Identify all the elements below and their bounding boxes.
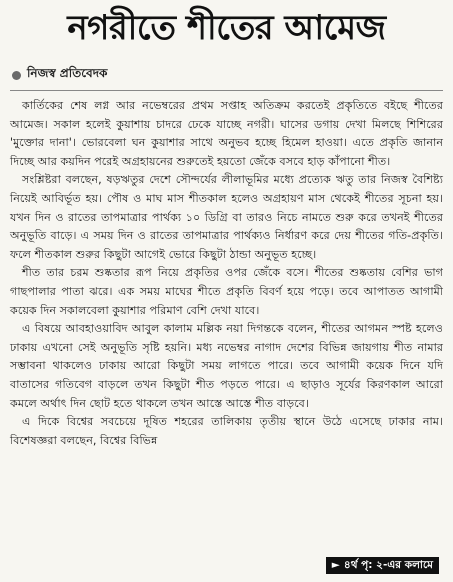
byline: নিজস্ব প্রতিবেদক bbox=[27, 66, 108, 80]
headline: নগরীতে শীতের আমেজ bbox=[67, 8, 386, 48]
paragraph-4: এ বিষয়ে আবহাওয়াবিদ আবুল কালাম মল্লিক নয়া দিগন্তকে বলেন, শীতের আগমন স্পষ্ট হলেও ঢাকায় এখনো সেই অনুভূতি সৃষ্টি হয়নি। মধ্য নভেম্বর নাগাদ দেশের বিভিন্ন জায়গায় শীত নামার সম্ভাবনা থাকলেও ঢাকায় আরো কিছুটা সময় লাগতে পারে। তবে আগামী কয়েক দিনে যদি বাতাসের গতিবেগ বাড়লে তখন কিছুটা শীত পড়তে পারে। এ ছাড়াও সূর্যের কিরণকাল আরো কমলে অর্থাৎ দিন ছোট হতে থাকলে তখন আস্তে আস্তে শীত বাড়বে। bbox=[10, 322, 443, 410]
article-body bbox=[10, 97, 443, 450]
continuation-box bbox=[326, 557, 439, 574]
bullet-icon bbox=[12, 71, 21, 80]
paragraph-5: এ দিকে বিশ্বের সবচেয়ে দূষিত শহরের তালিকায় তৃতীয় স্থানে উঠে এসেছে ঢাকার নাম। বিশেষজ্ঞরা বলছেন, বিশ্বের বিভিন্ন bbox=[10, 415, 443, 447]
paragraph-3: শীত তার চরম শুষ্কতার রূপ নিয়ে প্রকৃতির ওপর জেঁকে বসে। শীতের শুষ্কতায় বেশির ভাগ গাছপালার পাতা ঝরে। এক সময় মাঘের শীতে প্রকৃতি বিবর্ণ হয়ে পড়ে। তবে আপাতত আগামী কয়েক দিন সকালবেলা কুয়াশার পরিমাণ বেশি দেখা যাবে। bbox=[10, 266, 443, 317]
byline-row bbox=[12, 66, 443, 84]
byline-rule bbox=[10, 90, 443, 91]
paragraph-2: সংশ্লিষ্টরা বলছেন, ষড়ঋতুর দেশে সৌন্দর্যের লীলাভূমির মধ্যে প্রত্যেক ঋতু তার নিজস্ব বৈশিষ্ট্য নিয়েই আবির্ভূত হয়। পৌষ ও মাঘ মাস শীতকাল হলেও অগ্রহায়ণ মাস থেকেই শীতের সূচনা হয়। যখন দিন ও রাতের তাপমাত্রার পার্থক্য ১০ ডিগ্রি বা তারও নিচে নামতে শুরু করে তখনই শীতের অনুভূতি বাড়ে। এ সময় দিন ও রাতের তাপমাত্রার পার্থক্যও নির্ধারণ করে দেয় শীতের গতি-প্রকৃতি। ফলে শীতকাল শুরুর কিছুটা আগেই ভোরে কিছুটা ঠান্ডা অনুভূত হচ্ছে। bbox=[10, 173, 443, 261]
continuation-text: ৪র্থ পৃ: ২-এর কলামে bbox=[343, 559, 433, 571]
paragraph-1: কার্তিকের শেষ লগ্ন আর নভেম্বরের প্রথম সপ্তাহ অতিক্রম করতেই প্রকৃতিতে বইছে শীতের আমেজ। সকাল হলেই কুয়াশায় চাদরে ঢেকে যাচ্ছে নগরী। ঘাসের ডগায় দেখা মিলছে শিশিরের 'মুক্তোর দানা'। ভোরবেলা ঘন কুয়াশার সাথে অনুভব হচ্ছে হিমেল হাওয়া। এতে প্রকৃতি জানান দিচ্ছে আর কয়দিন পরেই অগ্রহায়নের শুরুতেই হয়তো জেঁকে বসবে হাড় কাঁপানো শীত। bbox=[10, 99, 443, 168]
arrow-right-icon: ► bbox=[331, 559, 340, 571]
